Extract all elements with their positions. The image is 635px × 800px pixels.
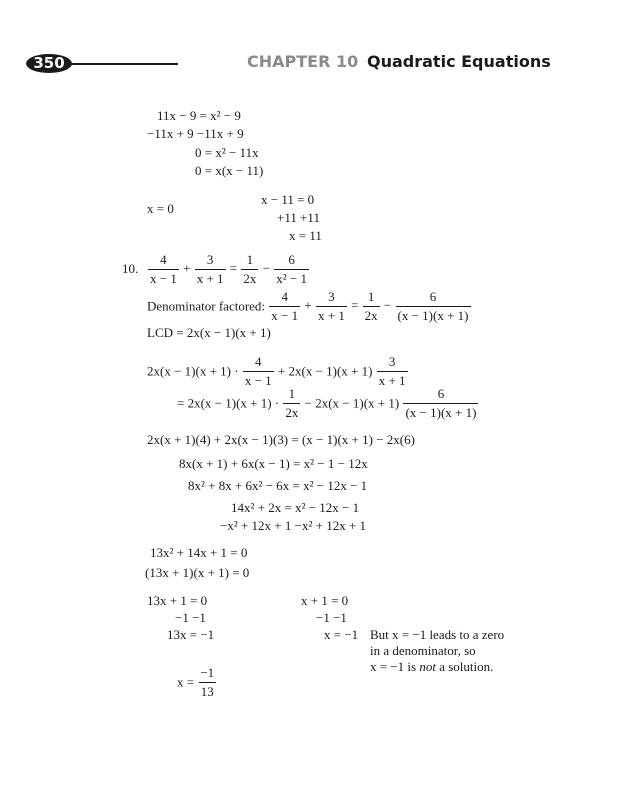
note-line-1: But x = −1 leads to a zero [370,627,505,642]
m2-prefix: = 2x(x − 1)(x + 1) · [177,395,280,411]
header-rule [68,63,178,65]
lcd-line: LCD = 2x(x − 1)(x + 1) [147,325,271,340]
eq-plus: + [183,260,191,276]
step-line-4: 14x² + 2x = x² − 12x − 1 [231,500,360,515]
step-line-2: 8x(x + 1) + 6x(x − 1) = x² − 1 − 12x [179,456,368,471]
df-minus: − [383,297,392,313]
prev-solution-a: x = 0 [147,201,174,216]
solution-a-line-1: 13x + 1 = 0 [147,593,208,608]
step-line-3: 8x² + 8x + 6x² − 6x = x² − 12x − 1 [188,478,368,493]
df-num-1: 4 [281,289,288,304]
m2-middle: − 2x(x − 1)(x + 1) [304,395,400,411]
solution-a-numerator: −1 [200,665,215,680]
df-den-1: x − 1 [271,308,299,323]
problem-equation [147,252,310,287]
eq-equals: = [229,260,238,276]
solution-a-line-2: −1 −1 [175,610,206,625]
df-equals: = [351,297,359,313]
problem-number: 10. [122,261,139,276]
m1-middle: + 2x(x − 1)(x + 1) [277,363,373,379]
m2-den-1: 2x [285,405,299,420]
prev-solution-b-line-2: +11 +11 [277,210,320,225]
m2-num-2: 6 [437,386,445,401]
df-num-4: 6 [429,289,437,304]
df-den-4: (x − 1)(x + 1) [397,308,469,323]
eq-num-1: 4 [160,252,167,267]
chapter-label: CHAPTER 10 [247,52,359,71]
m2-den-2: (x − 1)(x + 1) [405,405,477,420]
step-line-5: −x² + 12x + 1 −x² + 12x + 1 [220,518,367,533]
multiply-line-2 [177,386,479,421]
solution-b-line-1: x + 1 = 0 [301,593,349,608]
step-line-6: 13x² + 14x + 1 = 0 [150,545,248,560]
df-den-2: x + 1 [317,308,345,323]
m1-den-2: x + 1 [378,373,406,388]
df-plus: + [304,297,312,313]
page-number-badge: 350 [26,54,72,73]
eq-den-4: x² − 1 [276,271,307,286]
prev-line-1: 11x − 9 = x² − 9 [157,108,241,123]
chapter-title: Quadratic Equations [367,52,551,71]
note-line-2: in a denominator, so [370,643,476,658]
eq-den-2: x + 1 [196,271,224,286]
note-line-3 [370,659,493,675]
df-den-3: 2x [364,308,378,323]
eq-minus: − [262,260,270,276]
solution-b-line-2: −1 −1 [316,610,347,625]
solution-a-line-3: 13x = −1 [167,627,215,642]
step-line-7: (13x + 1)(x + 1) = 0 [145,565,250,580]
solution-a-result [177,665,217,700]
eq-den-3: 2x [243,271,257,286]
note-line-3-emphasis: not [419,659,436,674]
eq-num-2: 3 [206,252,214,267]
prev-line-2: −11x + 9 −11x + 9 [147,126,244,141]
m2-num-1: 1 [288,386,296,401]
denominator-factored-line [147,289,472,324]
df-num-2: 3 [328,289,335,304]
eq-num-4: 6 [288,252,295,267]
m1-num-2: 3 [388,354,396,369]
m1-den-1: x − 1 [244,373,272,388]
df-num-3: 1 [367,289,375,304]
solution-a-denominator: 13 [200,684,214,699]
prev-line-4: 0 = x(x − 11) [195,163,264,178]
denominator-factored-label: Denominator factored: [147,298,266,314]
prev-solution-b-line-3: x = 11 [289,228,322,243]
m1-num-1: 4 [254,354,262,369]
note-line-3-post: a solution. [439,659,494,674]
solution-b-line-3: x = −1 [324,627,359,642]
step-line-1: 2x(x + 1)(4) + 2x(x − 1)(3) = (x − 1)(x + 1) − 2x(6) [147,432,415,447]
note-line-3-pre: x = −1 is [370,659,417,674]
eq-den-1: x − 1 [150,271,177,286]
solution-a-prefix: x = [177,674,195,690]
multiply-line-1 [147,354,409,389]
eq-num-3: 1 [246,252,254,267]
prev-line-3: 0 = x² − 11x [195,145,259,160]
prev-solution-b-line-1: x − 11 = 0 [261,192,315,207]
m1-prefix: 2x(x − 1)(x + 1) · [147,363,239,379]
